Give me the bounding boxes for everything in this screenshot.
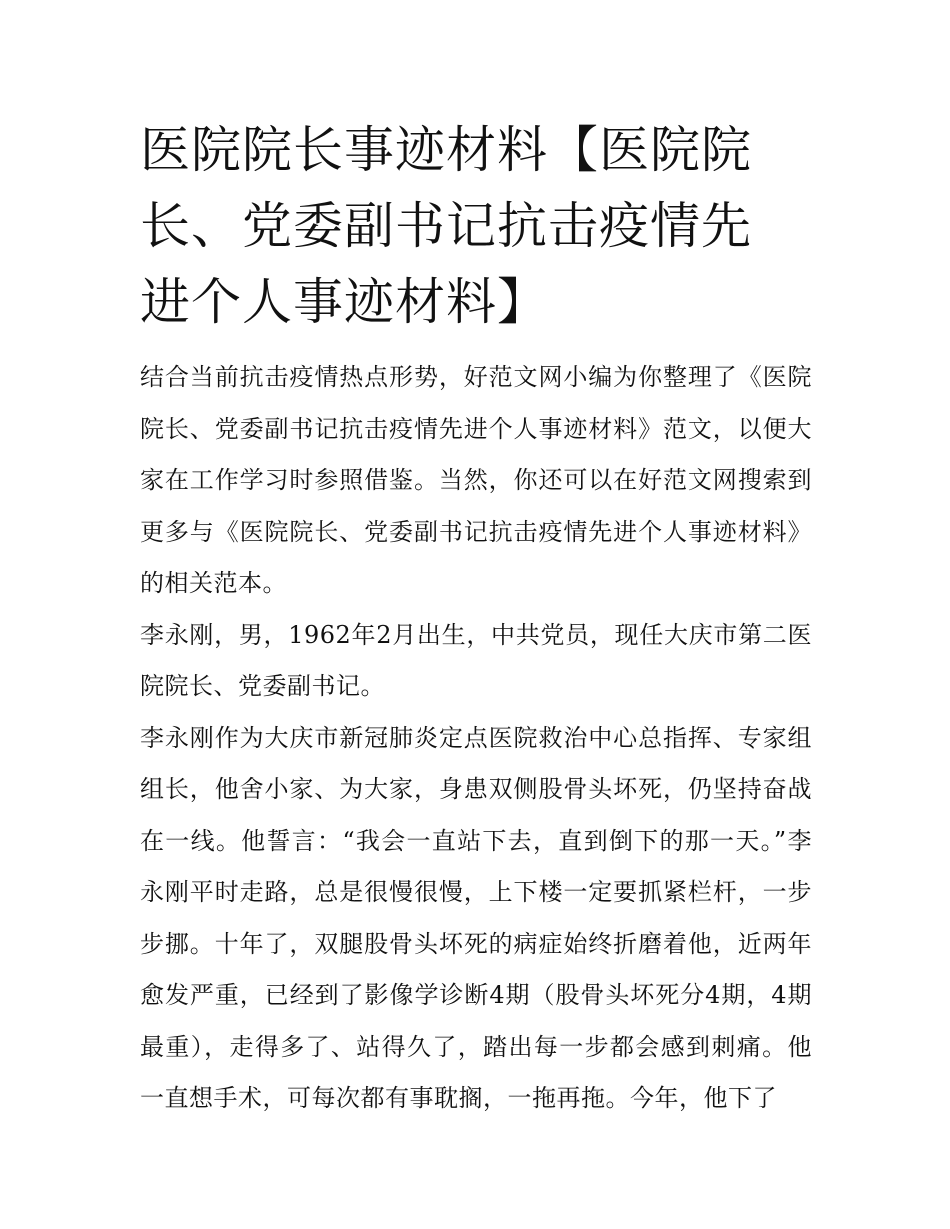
document-body [140, 352, 820, 1125]
document-page [140, 112, 820, 1125]
paragraph-profile: 李永刚，男，1962年2月出生，中共党员，现任大庆市第二医院院长、党委副书记。 [140, 620, 812, 700]
paragraph-deeds: 李永刚作为大庆市新冠肺炎定点医院救治中心总指挥、专家组组长，他舍小家、为大家，身患双侧股骨头坏死，仍坚持奋战在一线。他誓言：“我会一直站下去，直到倒下的那一天。”李永刚平时走路，总是很慢很慢，上下楼一定要抓紧栏杆，一步步挪。十年了，双腿股骨头坏死的病症始终折磨着他，近两年愈发严重，已经到了影像学诊断4期（股骨头坏死分4期，4期最重），走得多了、站得久了，踏出每一步都会感到刺痛。他一直想手术，可每次都有事耽搁，一拖再拖。今年，他下了 [140, 723, 812, 1112]
paragraph-intro: 结合当前抗击疫情热点形势，好范文网小编为你整理了《医院院长、党委副书记抗击疫情先进个人事迹材料》范文，以便大家在工作学习时参照借鉴。当然，你还可以在好范文网搜索到更多与《医院院长、党委副书记抗击疫情先进个人事迹材料》的相关范本。 [140, 363, 812, 597]
document-title: 医院院长事迹材料【医院院长、党委副书记抗击疫情先进个人事迹材料】 [140, 121, 752, 331]
